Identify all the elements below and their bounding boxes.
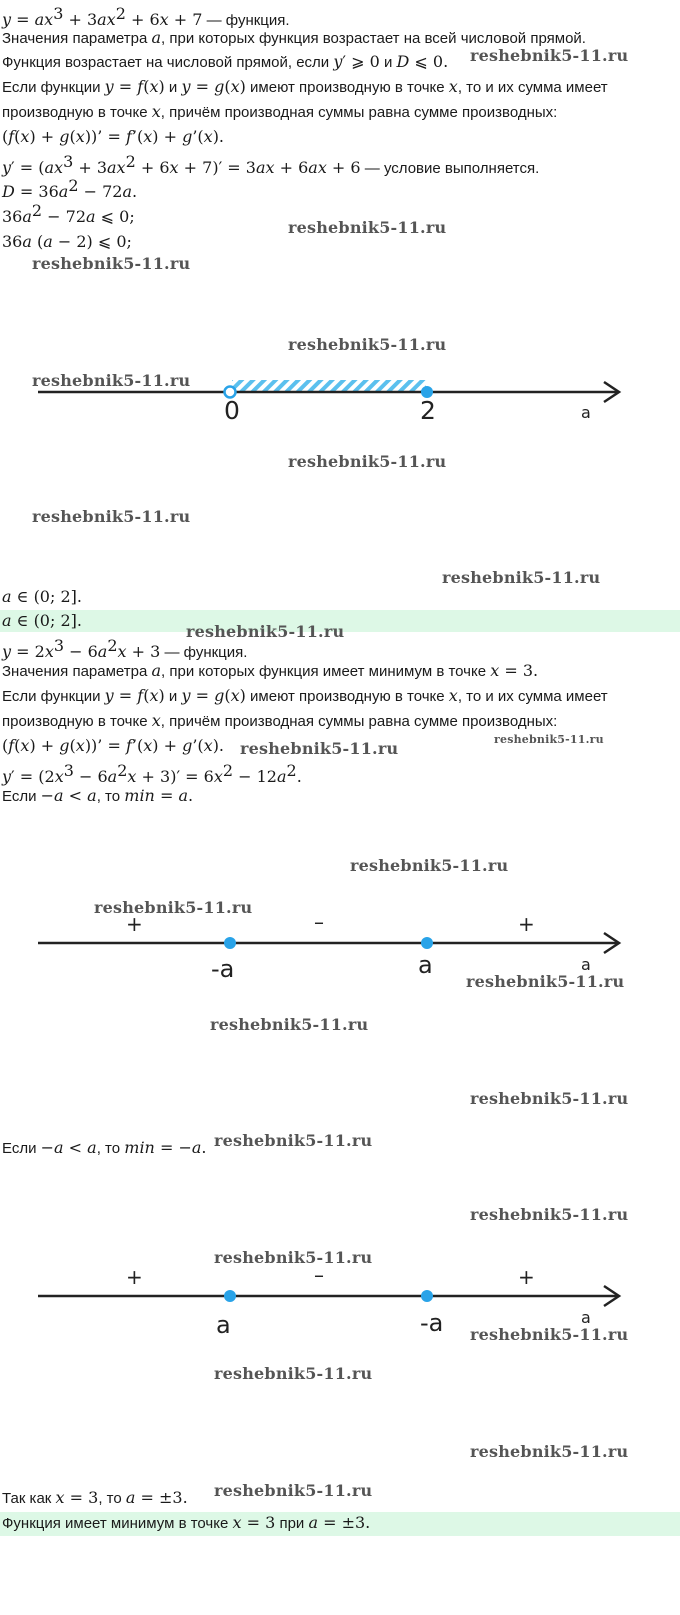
watermark: reshebnik5-11.ru [94,898,253,917]
parameter-line-1: Значения параметра a, при которых функция возрастает на всей числовой прямой. [2,28,586,47]
function-line-1: $y = ax^3 + 3ax^2 + 6x + 7$ — функция. [2,4,290,29]
watermark: reshebnik5-11.ru [288,452,447,471]
point-label-2: 2 [420,396,436,425]
sign-left: + [126,912,143,936]
derivative-line-2: $y' = (2x^3 - 6a^2x + 3)' = 6x^2 - 12a^2$. [2,761,302,786]
sum-rule-line-1: Если функции y = f(x) и y = g(x) имеют производную в точке x, то и их сумма имеет [2,77,608,96]
sign-right: + [518,912,535,936]
point-label-neg-a: -a [211,955,235,983]
point-neg-a [224,937,236,949]
parameter-line-2: Значения параметра a, при которых функция имеет минимум в точке x = 3. [2,661,539,680]
inequality-line-2: 36a (a − 2) ⩽ 0; [2,232,132,251]
watermark: reshebnik5-11.ru [32,507,191,526]
point-neg-a [421,1290,433,1302]
watermark: reshebnik5-11.ru [288,218,447,237]
point-label-neg-a: -a [420,1309,444,1337]
point-a [421,937,433,949]
watermark: reshebnik5-11.ru [288,335,447,354]
sum-rule-formula-1: (f(x) + g(x))’ = f’(x) + g’(x). [2,127,225,146]
watermark: reshebnik5-11.ru [470,1089,629,1108]
function-line-2: $y = 2x^3 - 6a^2x + 3$ — функция. [2,636,248,661]
sum-rule-line-2: производную в точке x, причём производная суммы равна сумме производных: [2,102,558,121]
point-label-a: a [216,1311,231,1339]
discriminant-line: $D = 36a^2 - 72a$. [2,176,138,201]
watermark: reshebnik5-11.ru [214,1481,373,1500]
sign-left: + [126,1265,143,1289]
axis-label: a [581,403,591,422]
sign-middle: – [314,910,324,934]
watermark: reshebnik5-11.ru [214,1248,373,1267]
watermark: reshebnik5-11.ru [214,1364,373,1383]
derivative-line-1: $y' = (ax^3 + 3ax^2 + 6x + 7)' = 3ax + 6ax + 6$ — условие выполняется. [2,152,540,177]
case-line-1: Если −a < a, то min = a. [2,786,194,805]
point-label-a: a [418,951,433,979]
watermark: reshebnik5-11.ru [470,1325,629,1344]
inequality-line-1: $36a^2 - 72a$ ⩽ 0; [2,201,135,226]
watermark: reshebnik5-11.ru [32,371,191,390]
axis-label: a [581,1308,591,1327]
answer-line-2: Функция имеет минимум в точке x = 3 при a = ±3. [2,1513,371,1532]
sign-middle: – [314,1263,324,1287]
axis-label: a [581,955,591,974]
watermark: reshebnik5-11.ru [210,1015,369,1034]
answer-line-1: a ∈ (0; 2]. [2,611,82,630]
watermark: reshebnik5-11.ru [32,254,191,273]
condition-line: Функция возрастает на числовой прямой, если y′ ⩾ 0 и D ⩽ 0. [2,52,449,71]
watermark: reshebnik5-11.ru [186,622,345,641]
sign-right: + [518,1265,535,1289]
watermark: reshebnik5-11.ru [470,1205,629,1224]
watermark: reshebnik5-11.ru [466,972,625,991]
conclusion-line-1: Так как x = 3, то a = ±3. [2,1488,188,1507]
case-line-2: Если −a < a, то min = −a. [2,1138,207,1157]
point-a [224,1290,236,1302]
watermark: reshebnik5-11.ru [350,856,509,875]
watermark: reshebnik5-11.ru [494,733,604,746]
point-label-0: 0 [224,396,240,425]
sum-rule-line-4: производную в точке x, причём производная суммы равна сумме производных: [2,711,558,730]
watermark: reshebnik5-11.ru [214,1131,373,1150]
answer-line-pre: a ∈ (0; 2]. [2,587,82,606]
watermark: reshebnik5-11.ru [470,1442,629,1461]
watermark: reshebnik5-11.ru [442,568,601,587]
sum-rule-formula-2: (f(x) + g(x))’ = f’(x) + g’(x). [2,736,225,755]
sum-rule-line-3: Если функции y = f(x) и y = g(x) имеют производную в точке x, то и их сумма имеет [2,686,608,705]
watermark: reshebnik5-11.ru [470,46,629,65]
watermark: reshebnik5-11.ru [240,739,399,758]
